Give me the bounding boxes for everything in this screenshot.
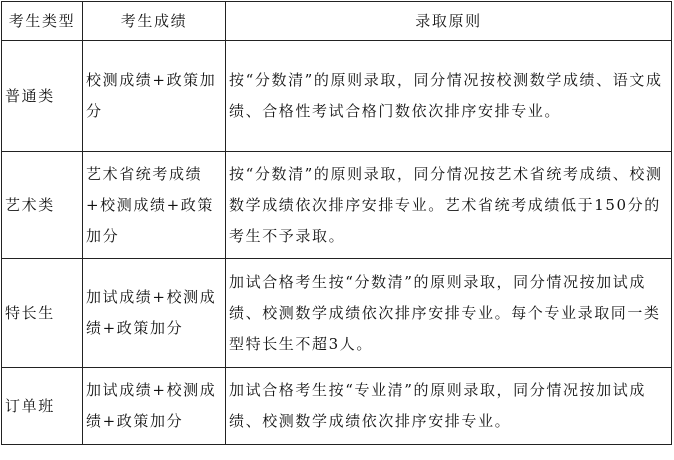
admission-rule-cell xyxy=(226,259,672,368)
student-type-text: 订单班 xyxy=(5,396,55,415)
student-type-cell xyxy=(2,368,83,445)
table-row xyxy=(2,41,672,152)
table-row xyxy=(2,368,672,445)
admission-rule-text: 按“分数清”的原则录取，同分情况按校测数学成绩、语文成绩、合格性考试合格门数依次排序安排专业。 xyxy=(229,71,663,120)
admission-rule-cell xyxy=(226,152,672,259)
student-score-text: 加试成绩+校测成绩+政策加分 xyxy=(86,381,217,430)
student-score-cell xyxy=(83,152,226,259)
student-type-text: 艺术类 xyxy=(5,195,55,214)
admission-rule-text: 加试合格考生按“专业清”的原则录取，同分情况按加试成绩、校测数学成绩依次排序安排专业。 xyxy=(229,381,646,430)
header-admission-rule: 录取原则 xyxy=(226,2,672,41)
header-student-type: 考生类型 xyxy=(2,2,83,41)
student-type-cell xyxy=(2,259,83,368)
student-score-text: 校测成绩+政策加分 xyxy=(86,71,217,120)
admission-rule-cell xyxy=(226,41,672,152)
header-student-score: 考生成绩 xyxy=(83,2,226,41)
table-row xyxy=(2,259,672,368)
student-type-text: 特长生 xyxy=(5,303,55,322)
student-type-cell xyxy=(2,41,83,152)
admission-rule-text: 按“分数清”的原则录取，同分情况按艺术省统考成绩、校测数学成绩依次排序安排专业。艺术省统考成绩低于150分的考生不予录取。 xyxy=(229,164,663,245)
student-type-cell xyxy=(2,152,83,259)
admission-rule-text: 加试合格考生按“分数清”的原则录取，同分情况按加试成绩、校测数学成绩依次排序安排专业。每个专业录取同一类型特长生不超3人。 xyxy=(229,272,661,353)
student-score-cell xyxy=(83,41,226,152)
student-score-text: 艺术省统考成绩+校测成绩+政策加分 xyxy=(86,164,214,245)
admission-rules-table xyxy=(1,1,672,445)
admission-rule-cell xyxy=(226,368,672,445)
student-score-cell xyxy=(83,368,226,445)
student-score-cell xyxy=(83,259,226,368)
table-row xyxy=(2,152,672,259)
table-header-row xyxy=(2,2,672,41)
student-type-text: 普通类 xyxy=(5,86,55,105)
student-score-text: 加试成绩+校测成绩+政策加分 xyxy=(86,288,217,337)
